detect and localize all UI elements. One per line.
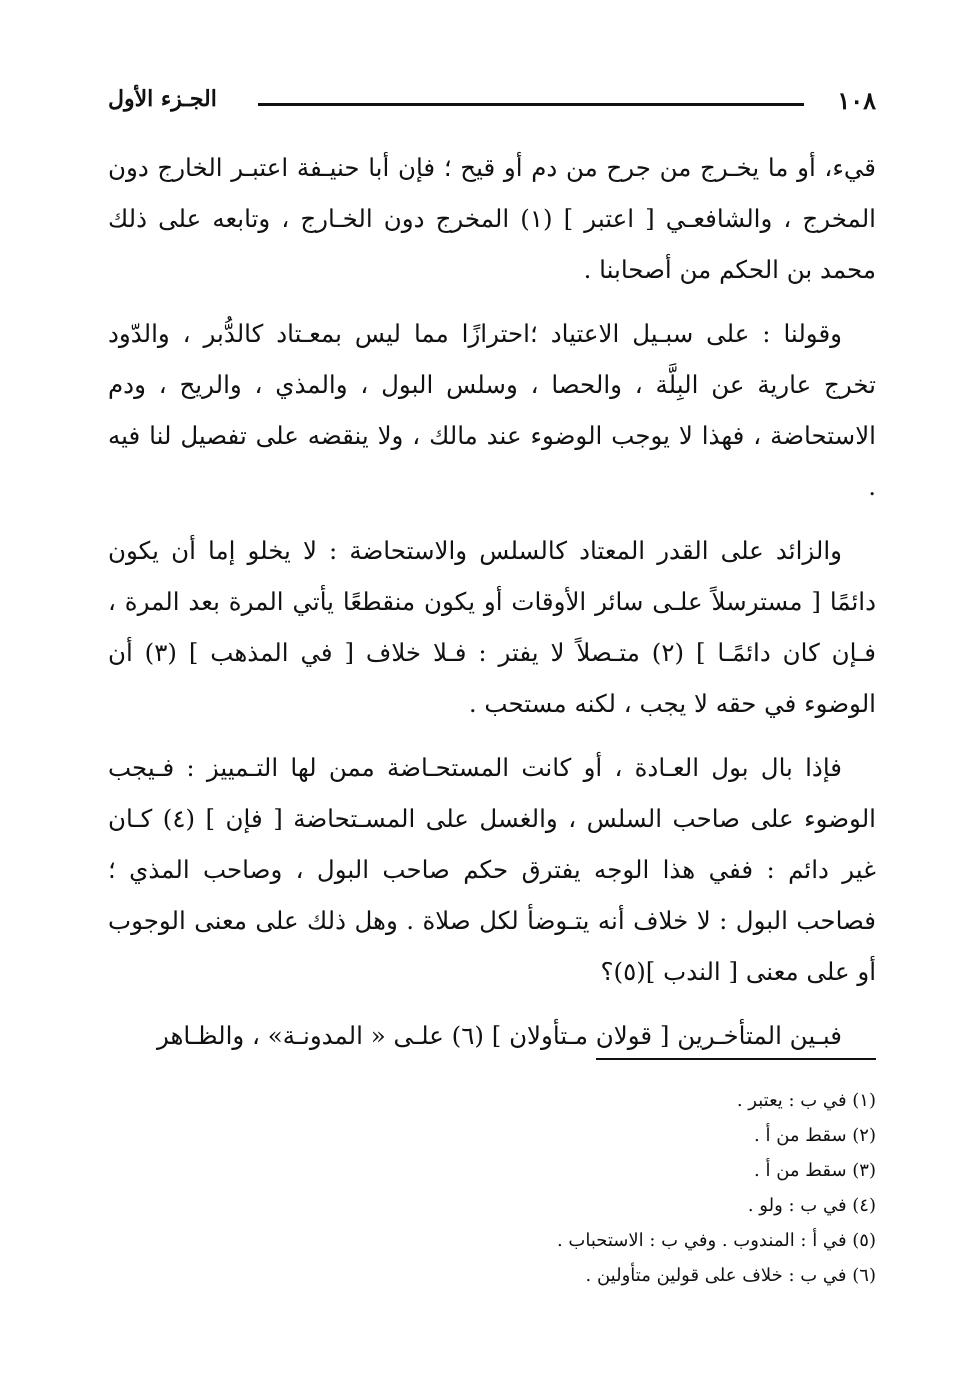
page-header — [108, 82, 876, 122]
running-title: الجـزء الأول — [108, 86, 217, 112]
footnote-2: (٢) سقط من أ . — [754, 1125, 876, 1146]
paragraph-1: قيء، أو ما يخـرج من جرح من دم أو قيح ؛ فإن أبا حنيـفة اعتبـر الخارج دون المخرج ، والشافعـي [ اعتبر ] (١) المخرج دون الخـارج ، وتابعه على ذلك محمد بن الحكم من أصحابنا . — [108, 153, 876, 284]
footnotes — [300, 1083, 876, 1293]
paragraph-4: فإذا بال بول العـادة ، أو كانت المستحـاضة ممن لها التـمييز : فـيجب الوضوء على صاحب السلس ، والغسل على المسـتحاضة [ فإن ] (٤) كـان غير دائم : ففي هذا الوجه يفترق حكم صاحب البول ، وصاحب المذي ؛ فصاحب البول : لا خلاف أنه يتـوضأ لكل صلاة . وهل ذلك على معنى الوجوب أو على معنى [ الندب ](٥)؟ — [108, 753, 876, 986]
main-text — [108, 142, 876, 1074]
footnote-separator — [596, 1058, 876, 1060]
paragraph-3: والزائد على القدر المعتاد كالسلس والاستحاضة : لا يخلو إما أن يكون دائمًا [ مسترسلاً علـى سائر الأوقات أو يكون منقطعًا يأتي المرة بعد المرة ، فـإن كان دائمًـا ] (٢) متـصلاً لا يفتر : فـلا خلاف [ في المذهب ] (٣) أن الوضوء في حقه لا يجب ، لكنه مستحب . — [108, 536, 876, 718]
footnote-6: (٦) في ب : خلاف على قولين متأولين . — [585, 1265, 876, 1286]
footnote-1: (١) في ب : يعتبر . — [736, 1090, 876, 1111]
footnote-4: (٤) في ب : ولو . — [747, 1195, 876, 1216]
footnote-3: (٣) سقط من أ . — [754, 1160, 876, 1181]
page-number: ١٠٨ — [837, 86, 876, 115]
header-rule — [258, 103, 804, 106]
footnote-5: (٥) في أ : المندوب . وفي ب : الاستحباب . — [556, 1230, 876, 1251]
paragraph-5: فبـين المتأخـرين [ قولان مـتأولان ] (٦) علـى « المدونـة» ، والظـاهر — [156, 1021, 842, 1050]
paragraph-2: وقولنا : على سبـيل الاعتياد ؛احترازًا مما ليس بمعـتاد كالدُّبر ، والدّود تخرج عارية عن البِلَّة ، والحصا ، وسلس البول ، والمذي ، والريح ، ودم الاستحاضة ، فهذا لا يوجب الوضوء عند مالك ، ولا ينقضه على تفصيل لنا فيه . — [108, 319, 876, 501]
